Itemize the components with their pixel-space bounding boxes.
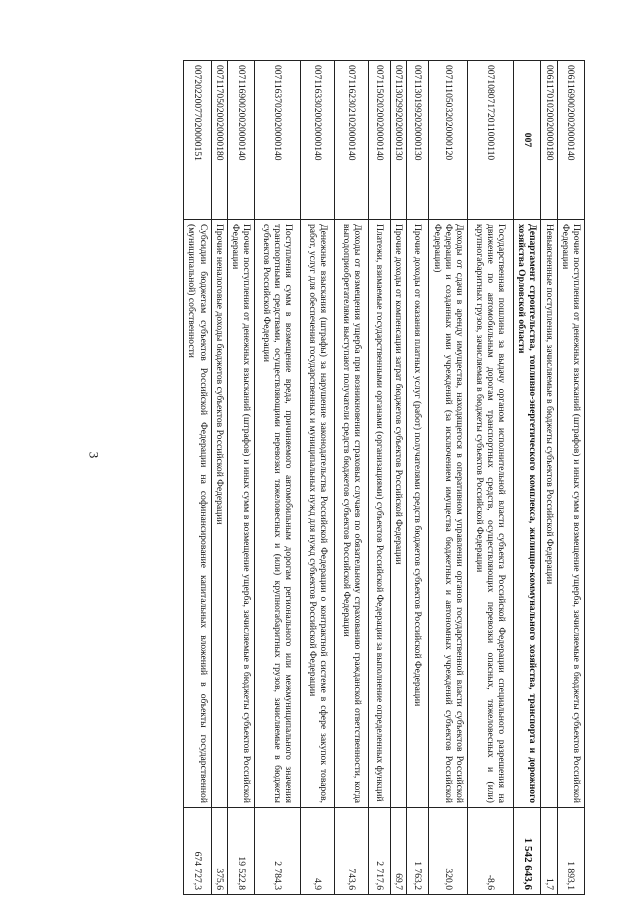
description-cell: Прочие доходы от компенсации затрат бюджетов субъектов Российской Федерации bbox=[391, 220, 407, 808]
description-cell: Прочие неналоговые доходы бюджетов субъектов Российской Федерации bbox=[211, 220, 227, 808]
description-cell: Поступления сумм в возмещение вреда, причиняемого автомобильным дорогам регионального или межмуниципального значения транспортными средствами, осуществляющими перевозки тяжеловесных и (или) крупногабаритных грузов, зачисляемые в бюджеты субъектов Российской Федерации bbox=[255, 220, 301, 808]
amount-cell: 1 763,2 bbox=[407, 808, 429, 895]
description-cell: Прочие поступления от денежных взысканий (штрафов) и иных сумм в возмещение ущерба, зачисляемые в бюджеты субъектов Российской Федерации bbox=[557, 220, 584, 808]
amount-cell: 69,7 bbox=[391, 808, 407, 895]
budget-code-cell: 00711301992020000130 bbox=[407, 61, 429, 220]
budget-code-cell: 00711302992020000130 bbox=[391, 61, 407, 220]
amount-cell: 4,9 bbox=[301, 808, 335, 895]
table-row bbox=[255, 61, 301, 895]
description-cell: Доходы от возмещения ущерба при возникновении страховых случаев по обязательному страхованию гражданской ответственности, когда выгодоприобретателями выступают получатели средств бюджетов субъектов Российской Федерации bbox=[335, 220, 369, 808]
budget-code-cell: 00711502020020000140 bbox=[369, 61, 391, 220]
description-cell: Субсидии бюджетам субъектов Российской Федерации на софинансирование капитальных вложений в объекты государственной (муниципальной) собственности bbox=[184, 220, 211, 808]
budget-code-cell: 00611690020020000140 bbox=[557, 61, 584, 220]
description-cell: Прочие доходы от оказания платных услуг (работ) получателями средств бюджетов субъектов Российской Федерации bbox=[407, 220, 429, 808]
amount-cell: -8,6 bbox=[467, 808, 513, 895]
table-row bbox=[369, 61, 391, 895]
budget-code-cell: 00711705020020000180 bbox=[211, 61, 227, 220]
budget-code-cell: 00720220077020000151 bbox=[184, 61, 211, 220]
amount-cell: 1 542 643,6 bbox=[513, 808, 540, 895]
table-row bbox=[513, 61, 540, 895]
page-number: 3 bbox=[86, 451, 102, 459]
amount-cell: 674 727,3 bbox=[184, 808, 211, 895]
table-row bbox=[227, 61, 254, 895]
table-row bbox=[467, 61, 513, 895]
budget-code-cell: 00711105032020000120 bbox=[429, 61, 468, 220]
table-row bbox=[335, 61, 369, 895]
description-cell: Платежи, взимаемые государственными органами (организациями) субъектов Российской Федерации за выполнение определенных функций bbox=[369, 220, 391, 808]
amount-cell: 19 522,8 bbox=[227, 808, 254, 895]
budget-code-cell: 00611701020020000180 bbox=[541, 61, 557, 220]
budget-code-cell: 00711623021020000140 bbox=[335, 61, 369, 220]
description-cell: Невыясненные поступления, зачисляемые в бюджеты субъектов Российской Федерации bbox=[541, 220, 557, 808]
amount-cell: 320,0 bbox=[429, 808, 468, 895]
budget-code-cell: 00711637020020000140 bbox=[255, 61, 301, 220]
amount-cell: 2 784,3 bbox=[255, 808, 301, 895]
amount-cell: 2 717,6 bbox=[369, 808, 391, 895]
table-row bbox=[184, 61, 211, 895]
budget-code-cell: 00711690020020000140 bbox=[227, 61, 254, 220]
table-row bbox=[211, 61, 227, 895]
amount-cell: 1,7 bbox=[541, 808, 557, 895]
table-row bbox=[557, 61, 584, 895]
table-row bbox=[541, 61, 557, 895]
budget-code-cell: 007 bbox=[513, 61, 540, 220]
table-row bbox=[301, 61, 335, 895]
description-cell: Департамент строительства, топливно-энергетического комплекса, жилищно-коммунального хозяйства, транспорта и дорожного хозяйства Орловской области bbox=[513, 220, 540, 808]
table-row bbox=[407, 61, 429, 895]
budget-code-cell: 00710807172011000110 bbox=[467, 61, 513, 220]
description-cell: Доходы от сдачи в аренду имущества, находящегося в оперативном управлении органов государственной власти субъектов Российской Федерации и созданных ими учреждений (за исключением имущества бюджетных и автономных учреждений субъектов Российской Федерации) bbox=[429, 220, 468, 808]
amount-cell: 1 893,1 bbox=[557, 808, 584, 895]
rotated-page bbox=[60, 0, 590, 905]
description-cell: Денежные взыскания (штрафы) за нарушение законодательства Российской Федерации о контрактной системе в сфере закупок товаров, работ, услуг для обеспечения государственных и муниципальных нужд для нужд субъектов Российской Федерации bbox=[301, 220, 335, 808]
description-cell: Прочие поступления от денежных взысканий (штрафов) и иных сумм в возмещение ущерба, зачисляемые в бюджеты субъектов Российской Федерации bbox=[227, 220, 254, 808]
table-row bbox=[391, 61, 407, 895]
amount-cell: 375,6 bbox=[211, 808, 227, 895]
budget-code-cell: 00711633020020000140 bbox=[301, 61, 335, 220]
amount-cell: 743,6 bbox=[335, 808, 369, 895]
revenue-table bbox=[183, 60, 585, 895]
table-row bbox=[429, 61, 468, 895]
description-cell: Государственная пошлина за выдачу органом исполнительной власти субъекта Российской Федерации специального разрешения на движение по автомобильным дорогам транспортных средств, осуществляющих перевозки опасных, тяжеловесных и (или) крупногабаритных грузов, зачисляемая в бюджеты субъектов Российской Федерации bbox=[467, 220, 513, 808]
